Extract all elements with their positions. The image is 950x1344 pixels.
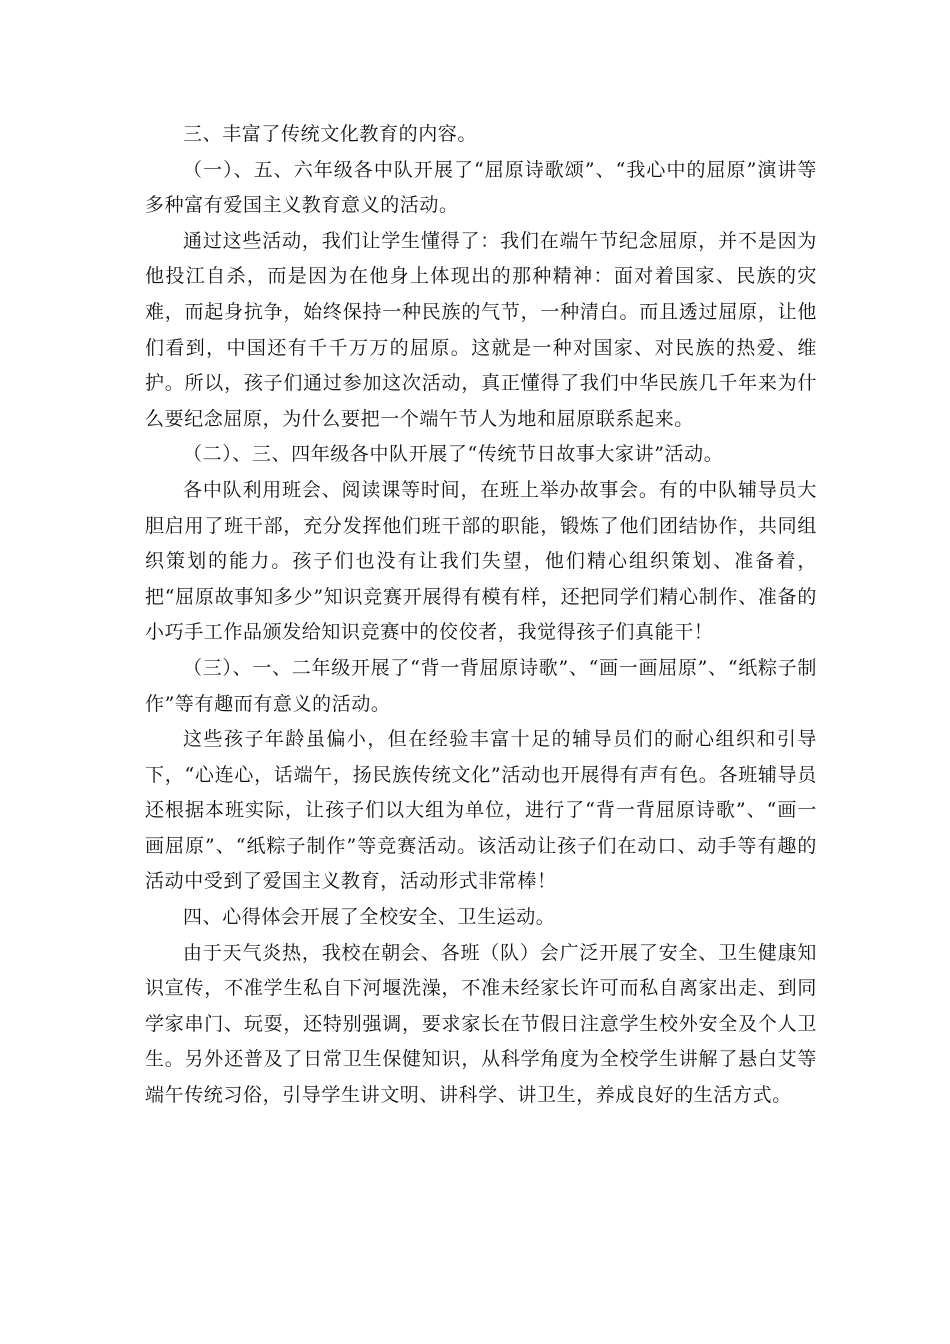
- paragraph-young-students: 这些孩子年龄虽偏小，但在经验丰富十足的辅导员们的耐心组织和引导下，“心连心，话端午，扬民族传统文化”活动也开展得有声有色。各班辅导员还根据本班实际，让孩子们以大组为单位，进行了“背一背屈原诗歌”、“画一画屈原”、“纸粽子制作”等竞赛活动。该活动让孩子们在动口、动手等有趣的活动中受到了爱国主义教育，活动形式非常棒！: [145, 728, 817, 893]
- paragraph-story-meeting: 各中队利用班会、阅读课等时间，在班上举办故事会。有的中队辅导员大胆启用了班干部，充分发挥他们班干部的职能，锻炼了他们团结协作，共同组织策划的能力。孩子们也没有让我们失望，他们精心组织策划、准备着，把“屈原故事知多少”知识竞赛开展得有模有样，还把同学们精心制作、准备的小巧手工作品颁发给知识竞赛中的佼佼者，我觉得孩子们真能干！: [145, 478, 817, 644]
- section-heading-three: 三、丰富了传统文化教育的内容。: [183, 123, 478, 145]
- section-heading-four: 四、心得体会开展了全校安全、卫生运动。: [183, 906, 556, 929]
- paragraph-activity-meaning: 通过这些活动，我们让学生懂得了：我们在端午节纪念屈原，并不是因为他投江自杀，而是因为在他身上体现出的那种精神：面对着国家、民族的灾难，而起身抗争，始终保持一种民族的气节，一种清白。而且透过屈原，让他们看到，中国还有千千万万的屈原。这就是一种对国家、对民族的热爱、维护。所以，孩子们通过参加这次活动，真正懂得了我们中华民族几千年来为什么要纪念屈原，为什么要把一个端午节人为地和屈原联系起来。: [145, 229, 817, 430]
- paragraph-safety-hygiene: 由于天气炎热，我校在朝会、各班（队）会广泛开展了安全、卫生健康知识宣传，不准学生私自下河堰洗澡，不准未经家长许可而私自离家出走、到同学家串门、玩耍，还特别强调，要求家长在节假日注意学生校外安全及个人卫生。另外还普及了日常卫生保健知识，从科学角度为全校学生讲解了悬白艾等端午传统习俗，引导学生讲文明、讲科学、讲卫生，养成良好的生活方式。: [145, 941, 817, 1107]
- document-body: [145, 117, 817, 1114]
- subsection-three: （三）、一、二年级开展了“背一背屈原诗歌”、“画一画屈原”、“纸粽子制作”等有趣而有意义的活动。: [145, 656, 817, 715]
- subsection-one: （一）、五、六年级各中队开展了“屈原诗歌颂”、“我心中的屈原”演讲等多种富有爱国主义教育意义的活动。: [145, 158, 817, 217]
- subsection-two: （二）、三、四年级各中队开展了“传统节日故事大家讲”活动。: [183, 443, 724, 466]
